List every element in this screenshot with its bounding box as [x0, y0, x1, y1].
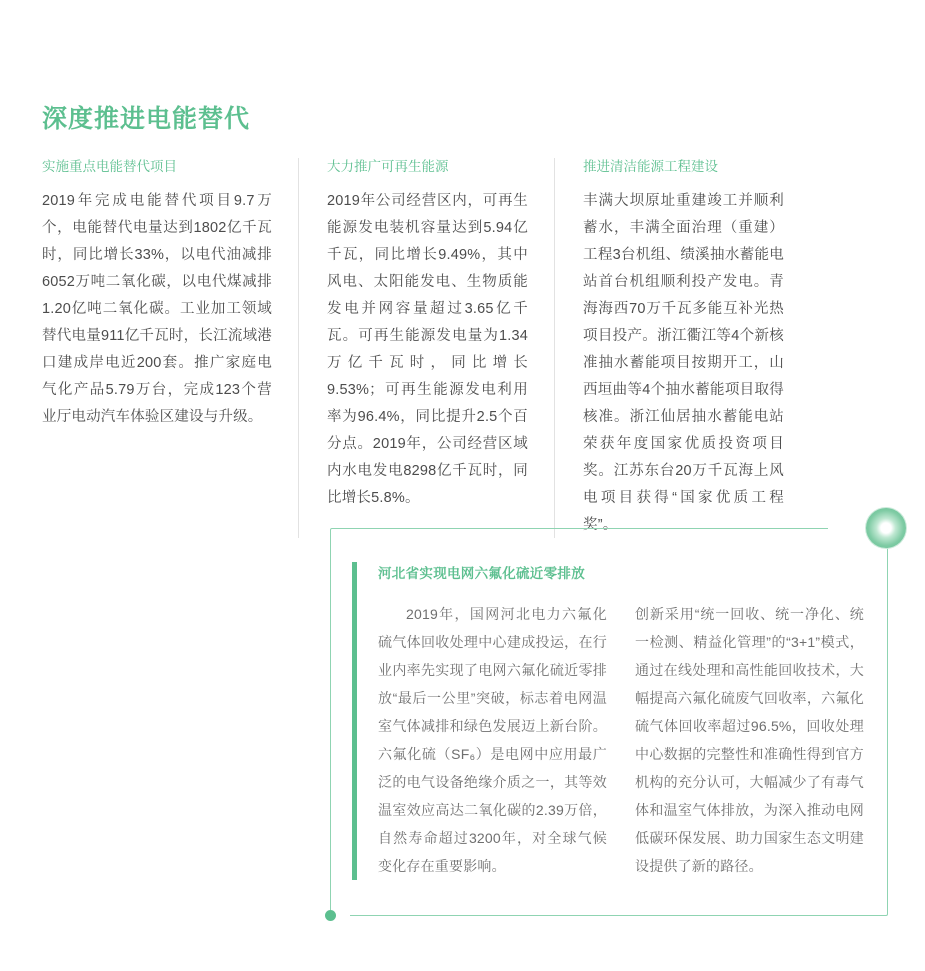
callout-box: [330, 528, 888, 916]
column-clean-energy-projects: [554, 158, 810, 538]
column-electric-substitution: [42, 158, 298, 538]
column-title: 大力推广可再生能源: [327, 159, 449, 174]
column-body: 2019年完成电能替代项目9.7万个，电能替代电量达到1802亿千瓦时，同比增长33%，以电代油减排6052万吨二氧化碳，以电代煤减排1.20亿吨二氧化碳。工业加工领域替代电量911亿千瓦时，长江流域港口建成岸电近200套。推广家庭电气化产品5.79万台，完成123个营业厅电动汽车体验区建设与升级。: [42, 192, 272, 425]
callout-paragraph-right: 创新采用“统一回收、统一净化、统一检测、精益化管理”的“3+1”模式，通过在线处理和高性能回收技术，大幅提高六氟化硫废气回收率，六氟化硫气体回收率超过96.5%，回收处理中心数据的完整性和准确性得到官方机构的充分认可，大幅减少了有毒气体和温室气体排放，为深入推动电网低碳环保发展、助力国家生态文明建设提供了新的路径。: [635, 606, 864, 874]
decorative-circle-icon: [866, 508, 906, 548]
column-title: 实施重点电能替代项目: [42, 159, 177, 174]
column-body: 2019年公司经营区内，可再生能源发电装机容量达到5.94亿千瓦，同比增长9.49%，其中风电、太阳能发电、生物质能发电并网容量超过3.65亿千瓦。可再生能源发电量为1.34万亿千瓦时，同比增长9.53%；可再生能源发电利用率为96.4%，同比提升2.5个百分点。2019年，公司经营区域内水电发电8298亿千瓦时，同比增长5.8%。: [327, 192, 528, 506]
column-body: 丰满大坝原址重建竣工并顺利蓄水，丰满全面治理（重建）工程3台机组、绩溪抽水蓄能电站首台机组顺利投产发电。青海海西70万千瓦多能互补光热项目投产。浙江衢江等4个新核准抽水蓄能项目按期开工，山西垣曲等4个抽水蓄能项目取得核准。浙江仙居抽水蓄能电站荣获年度国家优质投资项目奖。江苏东台20万千瓦海上风电项目获得“国家优质工程奖”。: [583, 192, 784, 533]
column-renewable-energy: [298, 158, 554, 538]
callout-columns: [378, 600, 864, 880]
callout-paragraph-left: 2019年，国网河北电力六氟化硫气体回收处理中心建成投运，在行业内率先实现了电网六氟化硫近零排放“最后一公里”突破，标志着电网温室气体减排和绿色发展迈上新台阶。六氟化硫（SF₆）是电网中应用最广泛的电气设备绝缘介质之一，其等效温室效应高达二氧化碳的2.39万倍，自然寿命超过3200年，对全球气候变化存在重要影响。: [378, 606, 607, 874]
page-title: 深度推进电能替代: [42, 104, 251, 133]
column-title: 推进清洁能源工程建设: [583, 159, 718, 174]
three-column-section: [42, 158, 888, 538]
decorative-dot-icon: [325, 910, 336, 921]
callout-accent-bar: [352, 562, 357, 880]
callout-title: 河北省实现电网六氟化硫近零排放: [378, 566, 585, 581]
